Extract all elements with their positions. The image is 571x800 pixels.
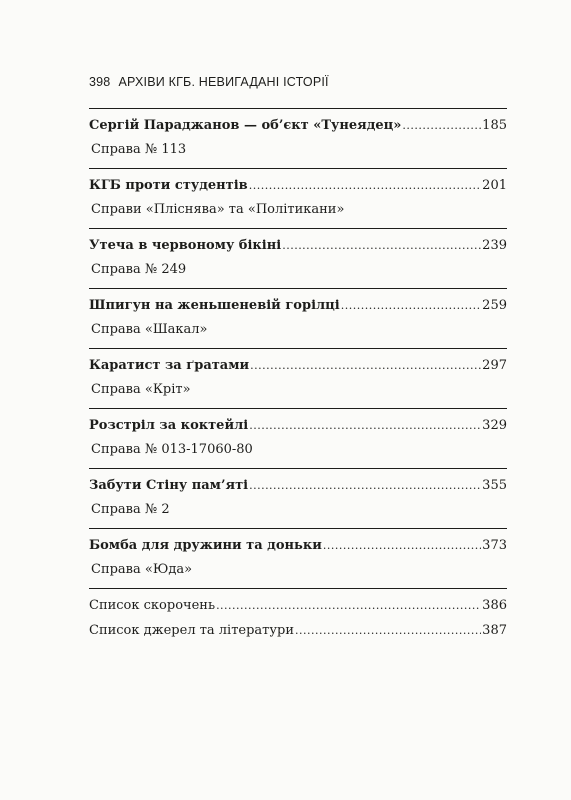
toc-entry-title: Бомба для дружини та доньки	[89, 538, 322, 553]
appendix-entry-page: 387	[482, 623, 507, 638]
toc-entry-page: 355	[482, 478, 507, 493]
appendix-entry	[89, 622, 507, 640]
leader-dots	[341, 297, 481, 315]
toc-entry-title: Сергій Параджанов — об’єкт «Тунеядец»	[89, 118, 402, 133]
toc-entry	[89, 349, 507, 408]
leader-dots	[249, 177, 481, 195]
leader-dots	[282, 237, 481, 255]
toc-entry	[89, 469, 507, 528]
toc-entry-page: 185	[482, 118, 507, 133]
toc-entry-case: Справа «Шакал»	[91, 322, 208, 337]
running-header	[89, 75, 329, 89]
leader-dots	[402, 117, 481, 135]
appendix-entry-title: Список джерел та літератури	[89, 623, 294, 638]
toc-entry-case: Справи «Пліснява» та «Політикани»	[91, 202, 345, 217]
toc-entry-page: 297	[482, 358, 507, 373]
toc-entry-case: Справа № 249	[91, 262, 187, 277]
leader-dots	[250, 357, 481, 375]
table-of-contents	[89, 108, 507, 647]
appendix-entry-page: 386	[482, 598, 507, 613]
book-title: АРХІВИ КГБ. НЕВИГАДАНІ ІСТОРІЇ	[118, 75, 329, 89]
toc-entry-title: КГБ проти студентів	[89, 178, 248, 193]
appendix-entry-title: Список скорочень	[89, 598, 216, 613]
toc-entry-page: 239	[482, 238, 507, 253]
leader-dots	[323, 537, 481, 555]
toc-entry	[89, 169, 507, 228]
toc-entry-case: Справа «Юда»	[91, 562, 193, 577]
toc-entry-case: Справа № 2	[91, 502, 170, 517]
leader-dots	[249, 477, 481, 495]
leader-dots	[249, 417, 481, 435]
toc-entry	[89, 109, 507, 168]
toc-entry-page: 373	[482, 538, 507, 553]
toc-entry-title: Каратист за ґратами	[89, 358, 250, 373]
leader-dots	[216, 597, 481, 615]
toc-entry-case: Справа № 113	[91, 142, 187, 157]
leader-dots	[295, 622, 481, 640]
toc-entry	[89, 529, 507, 588]
toc-entry-page: 259	[482, 298, 507, 313]
toc-entry-title: Забути Стіну пам’яті	[89, 478, 249, 493]
toc-entry	[89, 229, 507, 288]
toc-entry-case: Справа № 013-17060-80	[91, 442, 253, 457]
toc-entry-page: 201	[482, 178, 507, 193]
toc-entry	[89, 409, 507, 468]
appendix-entry	[89, 597, 507, 615]
toc-entry-page: 329	[482, 418, 507, 433]
toc-entry	[89, 289, 507, 348]
appendix-list	[89, 589, 507, 640]
page-number: 398	[89, 75, 111, 89]
toc-entry-title: Шпигун на женьшеневій горілці	[89, 298, 340, 313]
toc-entry-case: Справа «Кріт»	[91, 382, 191, 397]
toc-entry-title: Розстріл за коктейлі	[89, 418, 249, 433]
toc-entry-title: Утеча в червоному бікіні	[89, 238, 282, 253]
